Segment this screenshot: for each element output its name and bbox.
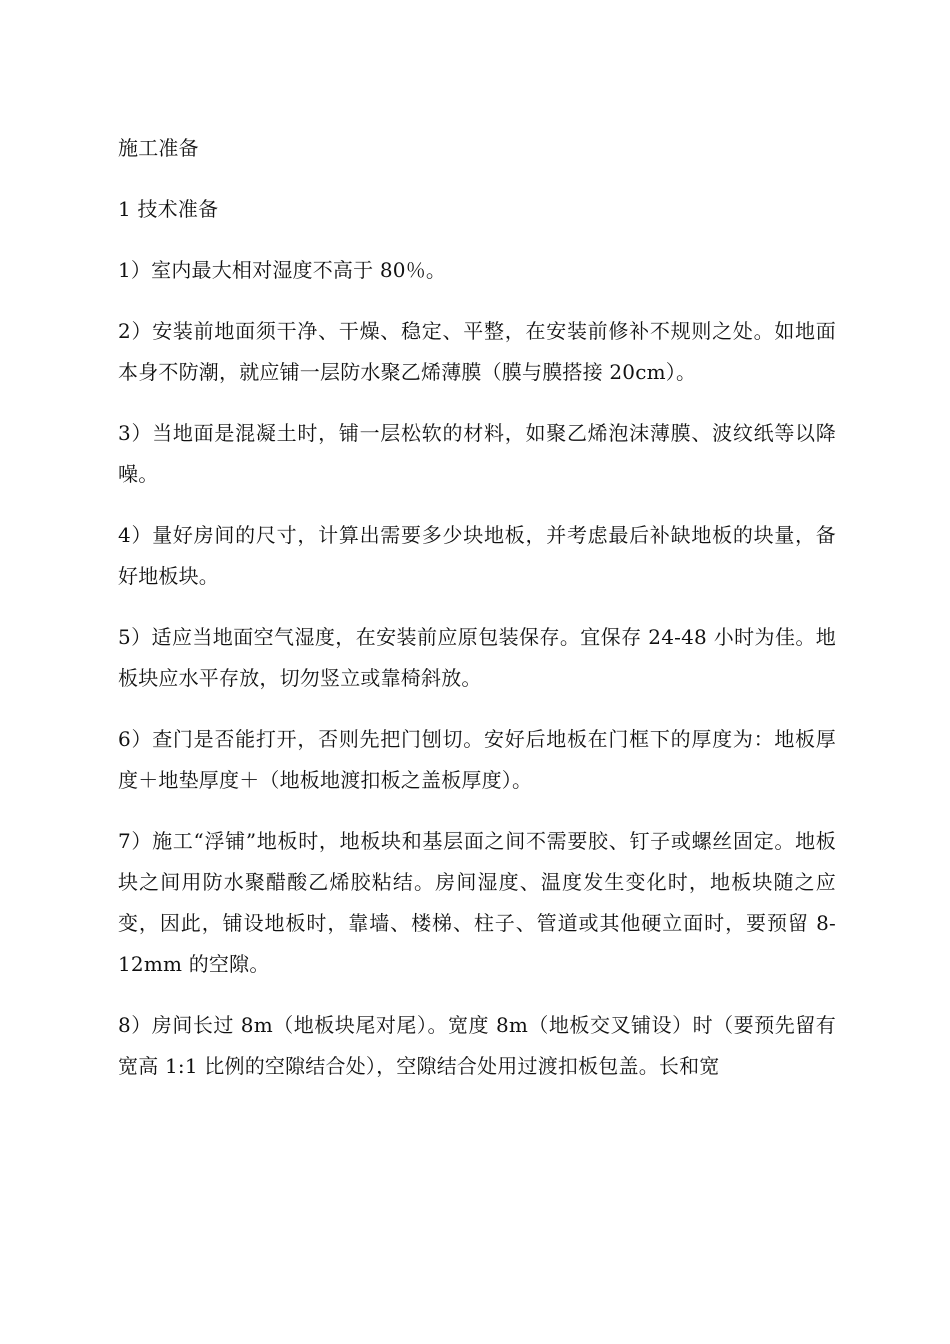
paragraph-4: 4）量好房间的尺寸，计算出需要多少块地板，并考虑最后补缺地板的块量，备好地板块。 [118,523,836,588]
paragraph-8: 8）房间长过 8m（地板块尾对尾）。宽度 8m（地板交叉铺设）时（要预先留有宽高 1:1 比例的空隙结合处），空隙结合处用过渡扣板包盖。长和宽 [118,1013,836,1078]
paragraph-5: 5）适应当地面空气湿度，在安装前应原包装保存。宜保存 24-48 小时为佳。地板块应水平存放，切勿竖立或靠椅斜放。 [118,625,836,690]
section-heading: 施工准备 [118,136,199,160]
paragraph-1: 1）室内最大相对湿度不高于 80％。 [118,258,447,282]
paragraph-7: 7）施工“浮铺”地板时，地板块和基层面之间不需要胶、钉子或螺丝固定。地板块之间用防水聚醋酸乙烯胶粘结。房间湿度、温度发生变化时，地板块随之应变，因此，铺设地板时，靠墙、楼梯、柱子、管道或其他硬立面时，要预留 8-12mm 的空隙。 [118,829,836,976]
document-body [118,128,836,1107]
subsection-heading: 1 技术准备 [118,197,219,221]
paragraph-6: 6）查门是否能打开，否则先把门刨切。安好后地板在门框下的厚度为：地板厚度＋地垫厚度＋（地板地渡扣板之盖板厚度）。 [118,727,836,792]
paragraph-2: 2）安装前地面须干净、干燥、稳定、平整，在安装前修补不规则之处。如地面本身不防潮，就应铺一层防水聚乙烯薄膜（膜与膜搭接 20cm）。 [118,319,836,384]
paragraph-3: 3）当地面是混凝土时，铺一层松软的材料，如聚乙烯泡沫薄膜、波纹纸等以降噪。 [118,421,836,486]
